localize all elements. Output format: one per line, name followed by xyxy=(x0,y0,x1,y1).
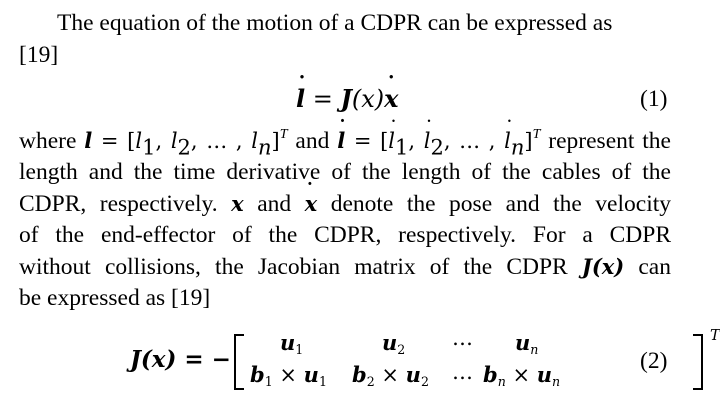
matrix-dots-bottom: … xyxy=(452,360,473,384)
equation-1-number: (1) xyxy=(640,86,668,112)
right-bracket xyxy=(693,334,703,390)
eq1-jacobian: J xyxy=(340,84,352,113)
equation-2-number: (2) xyxy=(640,348,668,374)
equation-2 xyxy=(130,326,720,392)
def-line-4: of the end-effector of the CDPR, respectively. For a CDPR xyxy=(19,221,671,248)
eq1-ldot: l ˙ xyxy=(296,84,305,113)
matrix-b1-cross-u1: $b_1 \times u_1$ xyxy=(250,362,327,389)
def-line-2: length and the time derivative of the length of the cables of the xyxy=(19,158,671,185)
transpose-superscript: T xyxy=(710,326,720,344)
matrix-dots-top: … xyxy=(452,326,473,350)
def-line-5: without collisions, the Jacobian matrix of the CDPR J(x) can xyxy=(19,254,671,280)
paragraph-definitions xyxy=(19,125,671,314)
eq1-arg: (x) xyxy=(351,85,385,113)
intro-line-2: [19] xyxy=(19,41,59,68)
equation-1 xyxy=(296,84,398,113)
def-line-1: where $l = [l_1$, $l_2$, … , $l_n]^T$ and l ˙ = [l $˙_1$, l $˙_2$, … , l $˙_n]^T$ represent the xyxy=(19,125,671,157)
matrix-u2: $u_2$ xyxy=(382,330,406,357)
eq2-lhs: J(x) = − xyxy=(130,346,231,373)
matrix-un: $u_n$ xyxy=(515,330,539,357)
left-bracket xyxy=(234,334,244,390)
def-line-3: CDPR, respectively. x and x ˙ denote the pose and the velocity xyxy=(19,188,671,220)
eq1-xdot: x ˙ xyxy=(384,84,398,113)
eq1-equals: = xyxy=(305,85,341,113)
matrix-u1: $u_1$ xyxy=(280,330,304,357)
paragraph-intro xyxy=(19,8,671,71)
matrix-bn-cross-un: $b_n \times u_n$ xyxy=(483,362,561,389)
def-line-6: be expressed as [19] xyxy=(19,284,211,311)
intro-line-1: The equation of the motion of a CDPR can be expressed as xyxy=(57,10,613,36)
matrix-b2-cross-u2: $b_2 \times u_2$ xyxy=(352,362,429,389)
